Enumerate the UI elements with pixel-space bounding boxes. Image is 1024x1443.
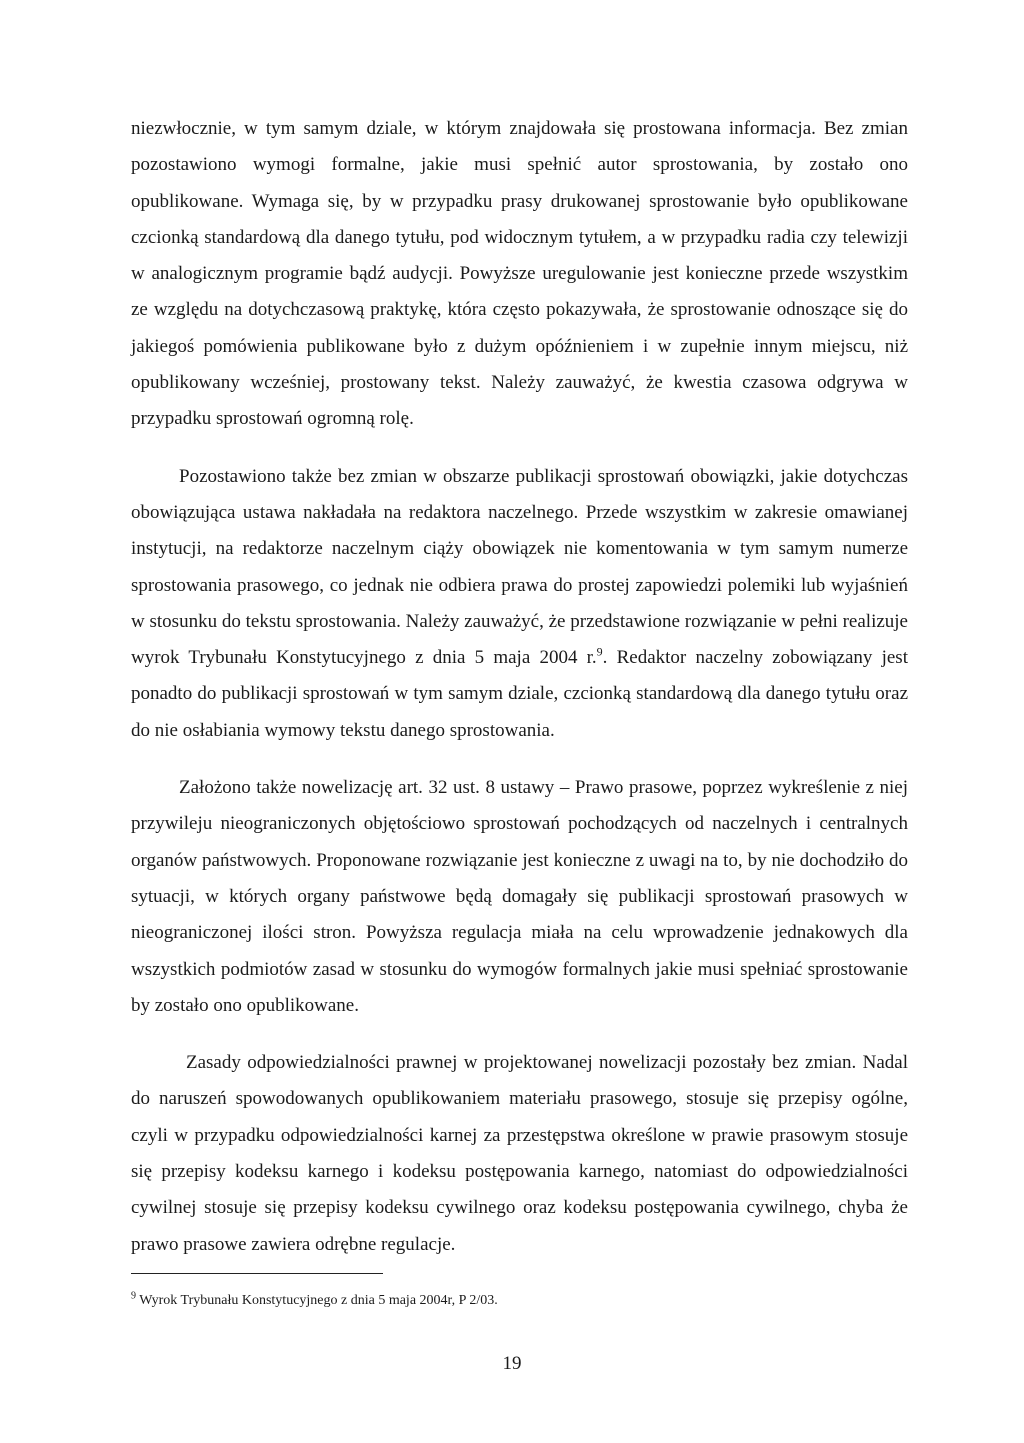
page-number: 19 [502,1353,522,1374]
footnote-reference[interactable]: 9 [596,644,603,659]
paragraph-text: . Redaktor naczelny zobowiązany jest ponadto do publikacji sprostowań w tym samym dziale, czcionką standardową dla danego tytułu oraz do nie osłabiania wymowy tekstu danego sprostowania. [131,647,908,741]
paragraph-amendment: Założono także nowelizację art. 32 ust. 8 ustawy – Prawo prasowe, poprzez wykreślenie z niej przywileju nieograniczonych objętościowo sprostowań pochodzących od naczelnych i centralnych organów państwowych. Proponowane rozwiązanie jest konieczne z uwagi na to, by nie dochodziło do sytuacji, w których organy państwowe będą domagały się publikacji sprostowań prasowych w nieograniczonej ilości stron. Powyższa regulacja miała na celu wprowadzenie jednakowych dla wszystkich podmiotów zasad w stosunku do wymogów formalnych jakie musi spełniać sprostowanie by zostało ono opublikowane. [131,777,908,1016]
paragraph-continuation: niezwłocznie, w tym samym dziale, w którym znajdowała się prostowana informacja. Bez zmian pozostawiono wymogi formalne, jakie musi spełnić autor sprostowania, by zostało ono opublikowane. Wymaga się, by w przypadku prasy drukowanej sprostowanie było opublikowane czcionką standardową dla danego tytułu, pod widocznym tytułem, a w przypadku radia czy telewizji w analogicznym programie bądź audycji. Powyższe uregulowanie jest konieczne przede wszystkim ze względu na dotychczasową praktykę, która często pokazywała, że sprostowanie odnoszące się do jakiegoś pomówienia publikowane było z dużym opóźnieniem i w zupełnie innym miejscu, niż opublikowany wcześniej, prostowany tekst. Należy zauważyć, że kwestia czasowa odgrywa w przypadku sprostowań ogromną rolę. [131,118,908,430]
paragraph-editor-obligations [131,459,908,749]
footnote-number: 9 [131,1290,136,1302]
footnote [131,1292,908,1310]
paragraph-text: Pozostawiono także bez zmian w obszarze publikacji sprostowań obowiązki, jakie dotychczas obowiązująca ustawa nakładała na redaktora naczelnego. Przede wszystkim w zakresie omawianej instytucji, na redaktorze naczelnym ciąży obowiązek nie komentowania w tym samym numerze sprostowania prasowego, co jednak nie odbiera prawa do prostej zapowiedzi polemiki lub wyjaśnień w stosunku do tekstu sprostowania. Należy zauważyć, że przedstawione rozwiązanie w pełni realizuje wyrok Trybunału Konstytucyjnego z dnia 5 maja 2004 r. [131,465,908,669]
footnote-separator [131,1273,383,1274]
body-text [131,111,908,1284]
footnote-text: Wyrok Trybunału Konstytucyjnego z dnia 5 maja 2004r, P 2/03. [136,1293,498,1308]
paragraph-liability: Zasady odpowiedzialności prawnej w projektowanej nowelizacji pozostały bez zmian. Nadal do naruszeń spowodowanych opublikowaniem materiału prasowego, stosuje się przepisy ogólne, czyli w przypadku odpowiedzialności karnej za przestępstwa określone w prawie prasowym stosuje się przepisy kodeksu karnego i kodeksu postępowania karnego, natomiast do odpowiedzialności cywilnej stosuje się przepisy kodeksu cywilnego oraz kodeksu postępowania cywilnego, chyba że prawo prasowe zawiera odrębne regulacje. [131,1052,908,1255]
